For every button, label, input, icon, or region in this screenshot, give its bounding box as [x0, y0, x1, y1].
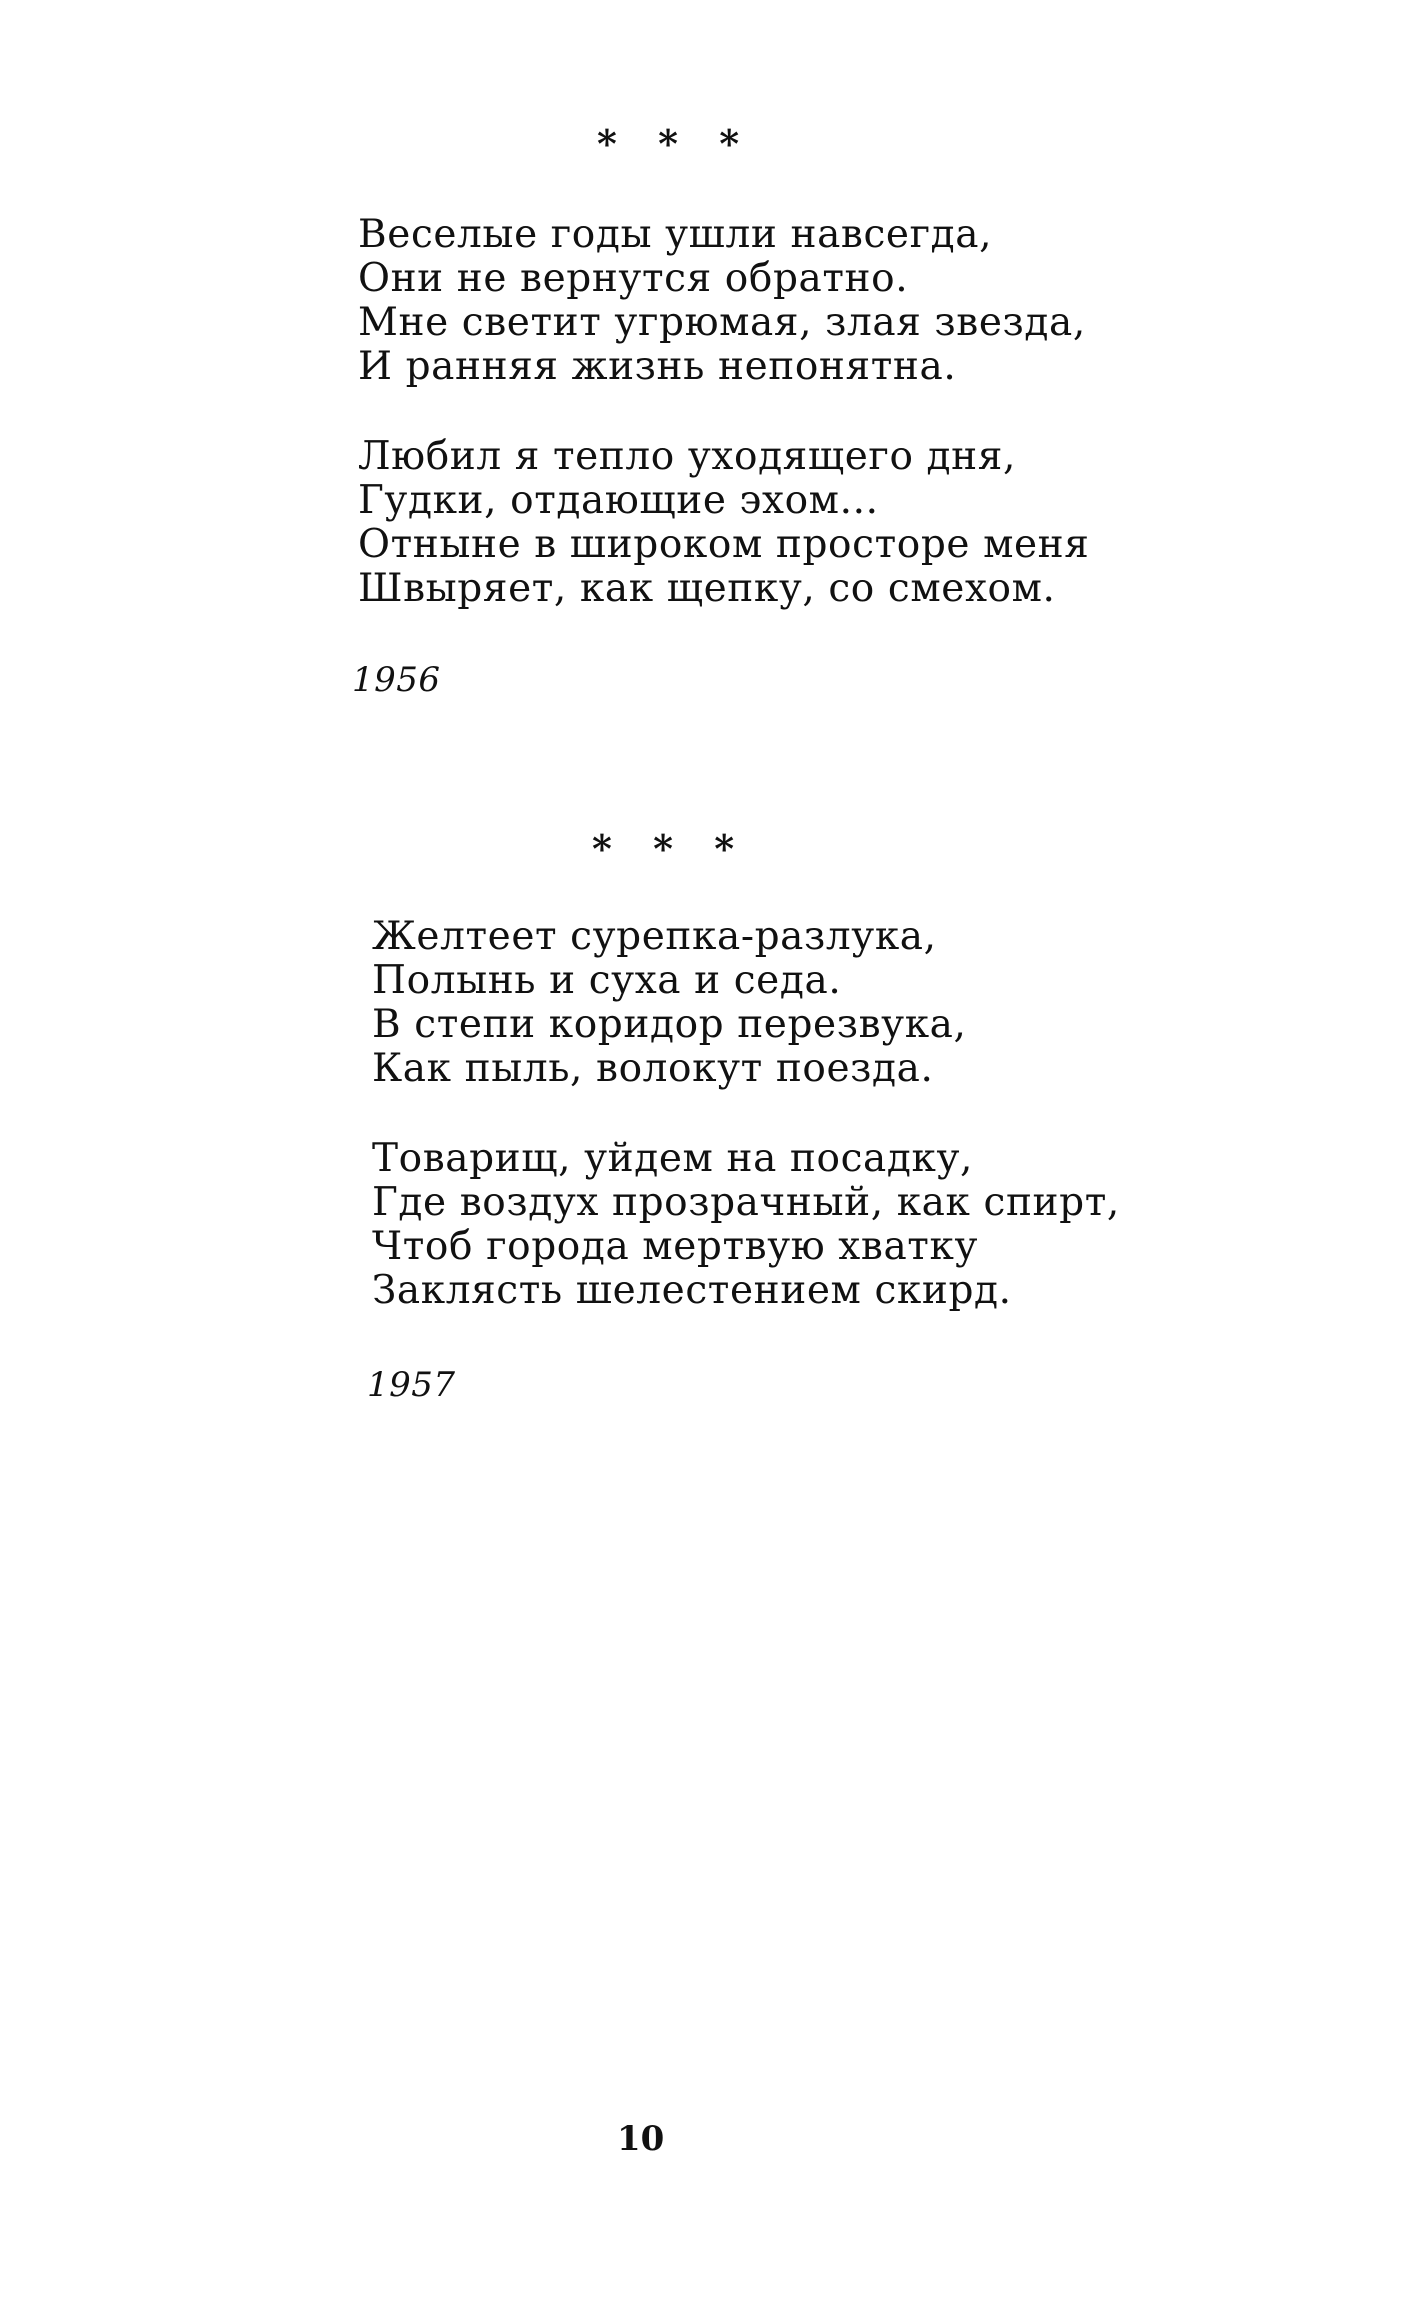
poem-1	[358, 213, 1089, 611]
page-number: 10	[617, 2119, 665, 2159]
verse-line: Швыряет, как щепку, со смехом.	[358, 566, 1056, 611]
poem-2-stanza-2	[372, 1137, 1120, 1313]
verse-line: Где воздух прозрачный, как спирт,	[372, 1180, 1120, 1225]
poem-2-year: 1957	[367, 1365, 456, 1405]
poem-1-stanza-2	[358, 435, 1089, 611]
verse-line: Товарищ, уйдем на посадку,	[372, 1136, 974, 1181]
verse-line: Как пыль, волокут поезда.	[372, 1046, 934, 1091]
poem-1-stanza-1	[358, 213, 1089, 389]
verse-line: И ранняя жизнь непонятна.	[358, 344, 957, 389]
poem-1-year: 1956	[352, 660, 441, 700]
verse-line: В степи коридор перезвука,	[372, 1002, 967, 1047]
poem-2	[372, 915, 1120, 1313]
poem-2-separator: * * *	[592, 826, 749, 871]
verse-line: Веселые годы ушли навсегда,	[358, 212, 993, 257]
verse-line: Любил я тепло уходящего дня,	[358, 434, 1016, 479]
verse-line: Заклясть шелестением скирд.	[372, 1268, 1012, 1313]
verse-line: Полынь и суха и седа.	[372, 958, 842, 1003]
verse-line: Они не вернутся обратно.	[358, 256, 909, 301]
poem-2-stanza-1	[372, 915, 1120, 1091]
verse-line: Чтоб города мертвую хватку	[372, 1224, 979, 1269]
verse-line: Мне светит угрюмая, злая звезда,	[358, 300, 1086, 345]
verse-line: Желтеет сурепка-разлука,	[372, 914, 937, 959]
verse-line: Гудки, отдающие эхом...	[358, 478, 879, 523]
poem-1-separator: * * *	[597, 121, 754, 166]
verse-line: Отныне в широком просторе меня	[358, 522, 1090, 567]
